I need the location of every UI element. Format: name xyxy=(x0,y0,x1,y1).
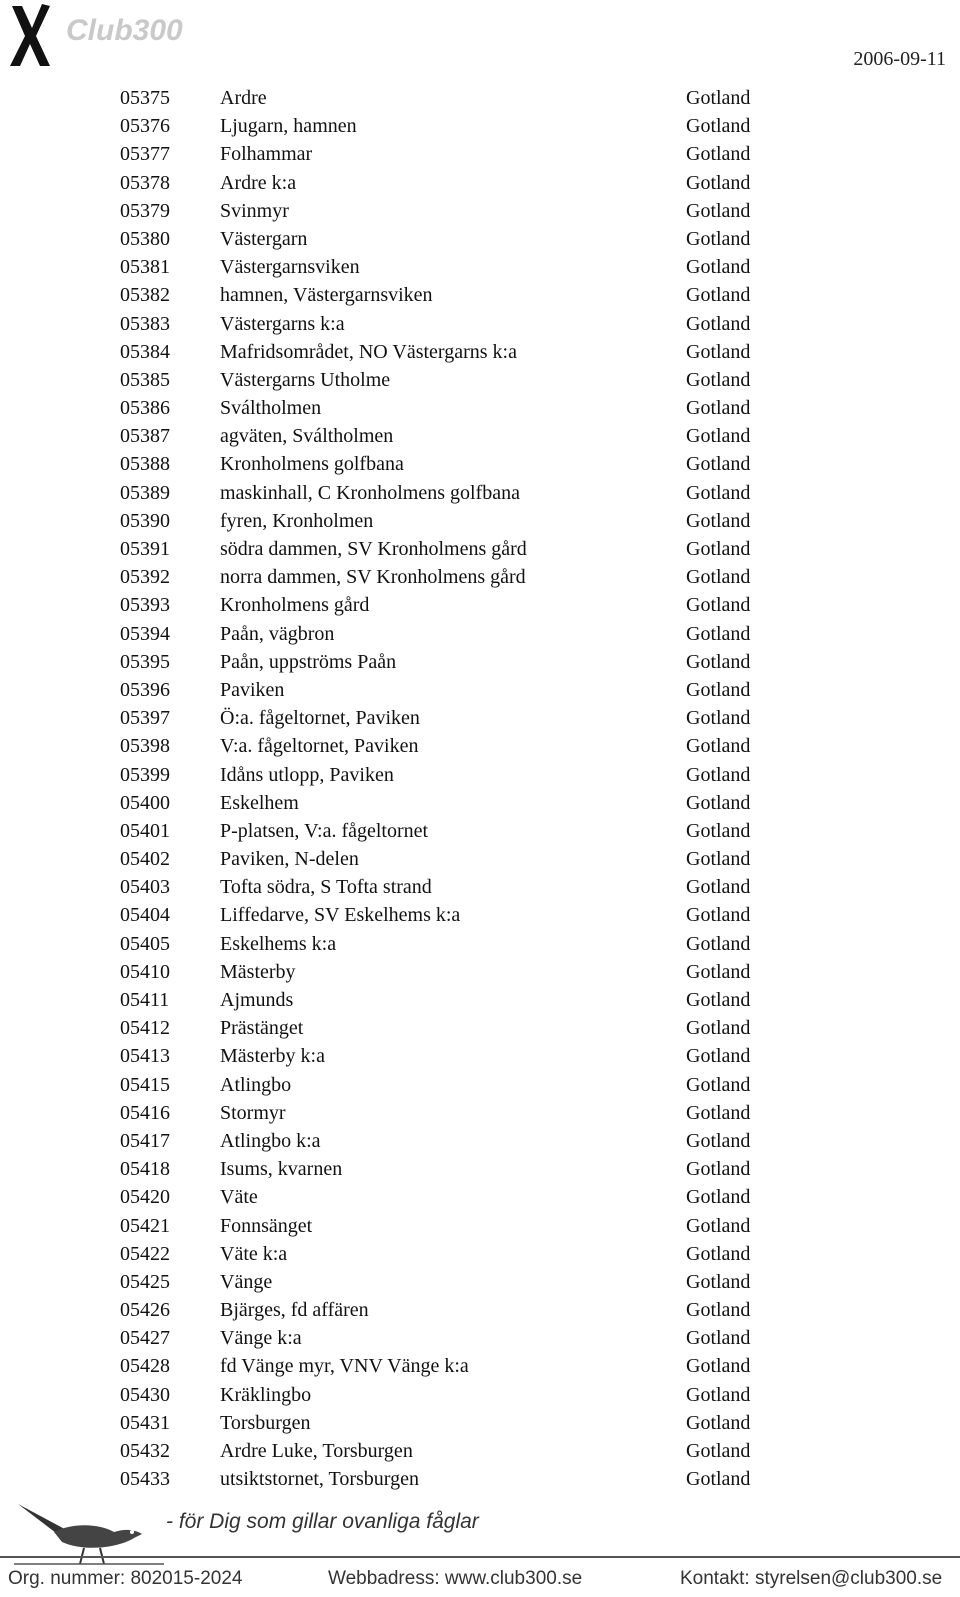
site-code: 05387 xyxy=(120,425,170,448)
site-name: Isums, kvarnen xyxy=(220,1158,343,1181)
site-code: 05416 xyxy=(120,1101,170,1124)
table-row xyxy=(120,1437,820,1465)
site-region: Gotland xyxy=(686,481,751,504)
table-row xyxy=(120,253,820,281)
site-code: 05425 xyxy=(120,1270,170,1293)
site-code: 05412 xyxy=(120,1017,170,1040)
table-row xyxy=(120,1212,820,1240)
table-row xyxy=(120,197,820,225)
site-code: 05398 xyxy=(120,735,170,758)
table-row xyxy=(120,366,820,394)
site-name: V:a. fågeltornet, Paviken xyxy=(220,735,419,758)
site-region: Gotland xyxy=(686,1242,751,1265)
site-code: 05402 xyxy=(120,848,170,871)
site-code: 05390 xyxy=(120,509,170,532)
table-row xyxy=(120,676,820,704)
site-name: Paviken, N-delen xyxy=(220,848,359,871)
table-row xyxy=(120,986,820,1014)
table-row xyxy=(120,140,820,168)
table-row xyxy=(120,535,820,563)
site-region: Gotland xyxy=(686,1468,751,1491)
site-region: Gotland xyxy=(686,115,751,138)
club-slogan: - för Dig som gillar ovanliga fåglar xyxy=(166,1510,479,1533)
site-code: 05411 xyxy=(120,989,170,1011)
site-code: 05428 xyxy=(120,1355,170,1378)
site-name: Väte k:a xyxy=(220,1242,288,1265)
site-name: fyren, Kronholmen xyxy=(220,509,374,532)
table-row xyxy=(120,732,820,760)
site-name: Mästerby xyxy=(220,960,296,983)
contact-email[interactable]: Kontakt: styrelsen@club300.se xyxy=(680,1568,943,1589)
site-name: Sváltholmen xyxy=(220,397,322,420)
site-name: Västergarn xyxy=(220,227,308,250)
site-region: Gotland xyxy=(686,143,751,166)
site-name: Vänge k:a xyxy=(220,1327,302,1350)
site-name: Stormyr xyxy=(220,1101,286,1124)
site-code: 05410 xyxy=(120,960,170,983)
site-name: Fonnsänget xyxy=(220,1214,313,1237)
site-code: 05430 xyxy=(120,1383,170,1406)
site-name: Eskelhems k:a xyxy=(220,932,337,955)
site-region: Gotland xyxy=(686,227,751,250)
site-name: Ardre k:a xyxy=(220,171,297,194)
site-region: Gotland xyxy=(686,594,751,617)
site-name: Ardre Luke, Torsburgen xyxy=(220,1440,413,1462)
site-name: Kronholmens gård xyxy=(220,594,370,617)
site-name: Paån, vägbron xyxy=(220,622,335,645)
table-row xyxy=(120,450,820,478)
site-code: 05392 xyxy=(120,566,170,589)
site-name: Atlingbo k:a xyxy=(220,1129,321,1152)
site-name: Kräklingbo xyxy=(220,1383,312,1406)
site-region: Gotland xyxy=(686,87,751,109)
table-row xyxy=(120,1352,820,1380)
site-list xyxy=(120,84,820,1493)
site-code: 05380 xyxy=(120,227,170,250)
site-name: fd Vänge myr, VNV Vänge k:a xyxy=(220,1355,469,1378)
table-row xyxy=(120,338,820,366)
table-row xyxy=(120,479,820,507)
table-row xyxy=(120,1042,820,1070)
site-name: Liffedarve, SV Eskelhems k:a xyxy=(220,904,461,927)
site-code: 05377 xyxy=(120,143,170,166)
site-name: Ljugarn, hamnen xyxy=(220,115,357,138)
site-code: 05405 xyxy=(120,932,170,955)
site-name: Paån, uppströms Paån xyxy=(220,650,397,673)
site-region: Gotland xyxy=(686,1129,751,1152)
site-code: 05399 xyxy=(120,763,170,786)
site-name: Ajmunds xyxy=(220,989,294,1011)
site-name: Västergarns Utholme xyxy=(220,368,391,391)
footer-divider xyxy=(0,1556,960,1558)
table-row xyxy=(120,1409,820,1437)
site-name: norra dammen, SV Kronholmens gård xyxy=(220,566,526,589)
table-row xyxy=(120,901,820,929)
site-name: Idåns utlopp, Paviken xyxy=(220,763,394,786)
site-code: 05375 xyxy=(120,87,170,109)
site-code: 05385 xyxy=(120,368,170,391)
site-name: agväten, Sváltholmen xyxy=(220,425,394,448)
site-name: Mästerby k:a xyxy=(220,1045,325,1068)
site-name: Folhammar xyxy=(220,143,313,166)
table-row xyxy=(120,1155,820,1183)
table-row xyxy=(120,84,820,112)
table-row xyxy=(120,563,820,591)
website-address[interactable]: Webbadress: www.club300.se xyxy=(328,1568,583,1589)
table-row xyxy=(120,169,820,197)
site-region: Gotland xyxy=(686,960,751,983)
site-region: Gotland xyxy=(686,1411,751,1434)
table-row xyxy=(120,1099,820,1127)
logo-text: Club300 xyxy=(66,14,183,47)
site-code: 05426 xyxy=(120,1299,170,1322)
site-code: 05396 xyxy=(120,678,170,701)
site-region: Gotland xyxy=(686,735,751,758)
table-row xyxy=(120,620,820,648)
site-name: Tofta södra, S Tofta strand xyxy=(220,876,432,899)
site-region: Gotland xyxy=(686,453,751,476)
site-name: Vänge xyxy=(220,1270,273,1293)
club300-logo xyxy=(6,2,206,72)
site-region: Gotland xyxy=(686,538,751,560)
site-name: utsiktstornet, Torsburgen xyxy=(220,1468,419,1491)
site-code: 05376 xyxy=(120,115,170,138)
page-header xyxy=(0,0,960,80)
table-row xyxy=(120,1324,820,1352)
site-region: Gotland xyxy=(686,1101,751,1124)
site-code: 05386 xyxy=(120,397,170,420)
site-region: Gotland xyxy=(686,256,751,279)
site-name: maskinhall, C Kronholmens golfbana xyxy=(220,481,520,504)
table-row xyxy=(120,1014,820,1042)
site-region: Gotland xyxy=(686,707,751,730)
table-row xyxy=(120,422,820,450)
site-name: Kronholmens golfbana xyxy=(220,453,404,476)
site-code: 05388 xyxy=(120,453,170,476)
site-code: 05381 xyxy=(120,256,170,279)
table-row xyxy=(120,789,820,817)
site-code: 05401 xyxy=(120,819,170,842)
table-row xyxy=(120,591,820,619)
site-region: Gotland xyxy=(686,1158,751,1181)
table-row xyxy=(120,761,820,789)
site-code: 05422 xyxy=(120,1242,170,1265)
table-row xyxy=(120,1240,820,1268)
site-code: 05413 xyxy=(120,1045,170,1068)
x-logo-icon xyxy=(6,2,58,68)
table-row xyxy=(120,507,820,535)
site-region: Gotland xyxy=(686,1327,751,1350)
table-row xyxy=(120,225,820,253)
site-region: Gotland xyxy=(686,819,751,842)
site-code: 05432 xyxy=(120,1440,170,1462)
table-row xyxy=(120,704,820,732)
site-region: Gotland xyxy=(686,340,751,363)
site-code: 05420 xyxy=(120,1186,170,1209)
table-row xyxy=(120,845,820,873)
site-name: Ardre xyxy=(220,87,267,109)
org-number: Org. nummer: 802015-2024 xyxy=(8,1568,243,1589)
site-code: 05415 xyxy=(120,1073,170,1096)
site-code: 05393 xyxy=(120,594,170,617)
site-region: Gotland xyxy=(686,566,751,589)
table-row xyxy=(120,1296,820,1324)
site-region: Gotland xyxy=(686,1017,751,1040)
site-code: 05395 xyxy=(120,650,170,673)
site-region: Gotland xyxy=(686,932,751,955)
site-region: Gotland xyxy=(686,989,751,1011)
site-code: 05397 xyxy=(120,707,170,730)
site-code: 05391 xyxy=(120,538,170,560)
site-code: 05378 xyxy=(120,171,170,194)
site-region: Gotland xyxy=(686,876,751,899)
table-row xyxy=(120,930,820,958)
site-code: 05418 xyxy=(120,1158,170,1181)
site-name: Västergarnsviken xyxy=(220,256,360,279)
site-region: Gotland xyxy=(686,284,751,307)
site-region: Gotland xyxy=(686,1073,751,1096)
page-footer xyxy=(0,1490,960,1597)
site-region: Gotland xyxy=(686,1299,751,1322)
site-region: Gotland xyxy=(686,1045,751,1068)
site-code: 05433 xyxy=(120,1468,170,1491)
site-region: Gotland xyxy=(686,1355,751,1378)
table-row xyxy=(120,1268,820,1296)
site-name: Eskelhem xyxy=(220,791,299,814)
table-row xyxy=(120,112,820,140)
site-name: Torsburgen xyxy=(220,1411,311,1434)
table-row xyxy=(120,817,820,845)
site-name: södra dammen, SV Kronholmens gård xyxy=(220,538,527,560)
site-name: Paviken xyxy=(220,678,285,701)
site-region: Gotland xyxy=(686,509,751,532)
table-row xyxy=(120,958,820,986)
site-region: Gotland xyxy=(686,848,751,871)
site-region: Gotland xyxy=(686,791,751,814)
site-code: 05389 xyxy=(120,481,170,504)
site-code: 05404 xyxy=(120,904,170,927)
site-region: Gotland xyxy=(686,1214,751,1237)
table-row xyxy=(120,310,820,338)
site-region: Gotland xyxy=(686,1270,751,1293)
site-region: Gotland xyxy=(686,397,751,420)
site-region: Gotland xyxy=(686,312,751,335)
site-region: Gotland xyxy=(686,171,751,194)
site-region: Gotland xyxy=(686,678,751,701)
site-code: 05379 xyxy=(120,199,170,222)
site-name: Ö:a. fågeltornet, Paviken xyxy=(220,707,420,730)
document-date: 2006-09-11 xyxy=(853,48,946,70)
table-row xyxy=(120,648,820,676)
site-code: 05417 xyxy=(120,1129,170,1152)
site-code: 05394 xyxy=(120,622,170,645)
table-row xyxy=(120,281,820,309)
site-name: Atlingbo xyxy=(220,1073,292,1096)
site-code: 05403 xyxy=(120,876,170,899)
site-region: Gotland xyxy=(686,425,751,448)
site-name: Västergarns k:a xyxy=(220,312,345,335)
table-row xyxy=(120,1183,820,1211)
site-name: Väte xyxy=(220,1186,258,1209)
site-name: hamnen, Västergarnsviken xyxy=(220,284,433,307)
site-code: 05382 xyxy=(120,284,170,307)
site-name: Svinmyr xyxy=(220,199,289,222)
site-code: 05400 xyxy=(120,791,170,814)
site-code: 05384 xyxy=(120,340,170,363)
site-region: Gotland xyxy=(686,1383,751,1406)
site-region: Gotland xyxy=(686,1186,751,1209)
table-row xyxy=(120,873,820,901)
site-region: Gotland xyxy=(686,904,751,927)
site-name: Bjärges, fd affären xyxy=(220,1299,369,1322)
site-region: Gotland xyxy=(686,368,751,391)
table-row xyxy=(120,1071,820,1099)
site-region: Gotland xyxy=(686,199,751,222)
site-name: P-platsen, V:a. fågeltornet xyxy=(220,819,429,842)
site-code: 05421 xyxy=(120,1214,170,1237)
table-row xyxy=(120,1381,820,1409)
site-region: Gotland xyxy=(686,1440,751,1462)
table-row xyxy=(120,394,820,422)
site-code: 05383 xyxy=(120,312,170,335)
site-region: Gotland xyxy=(686,763,751,786)
site-code: 05427 xyxy=(120,1327,170,1350)
site-code: 05431 xyxy=(120,1411,170,1434)
table-row xyxy=(120,1127,820,1155)
site-region: Gotland xyxy=(686,622,751,645)
site-region: Gotland xyxy=(686,650,751,673)
site-name: Mafridsområdet, NO Västergarns k:a xyxy=(220,340,517,363)
site-name: Prästänget xyxy=(220,1017,304,1040)
